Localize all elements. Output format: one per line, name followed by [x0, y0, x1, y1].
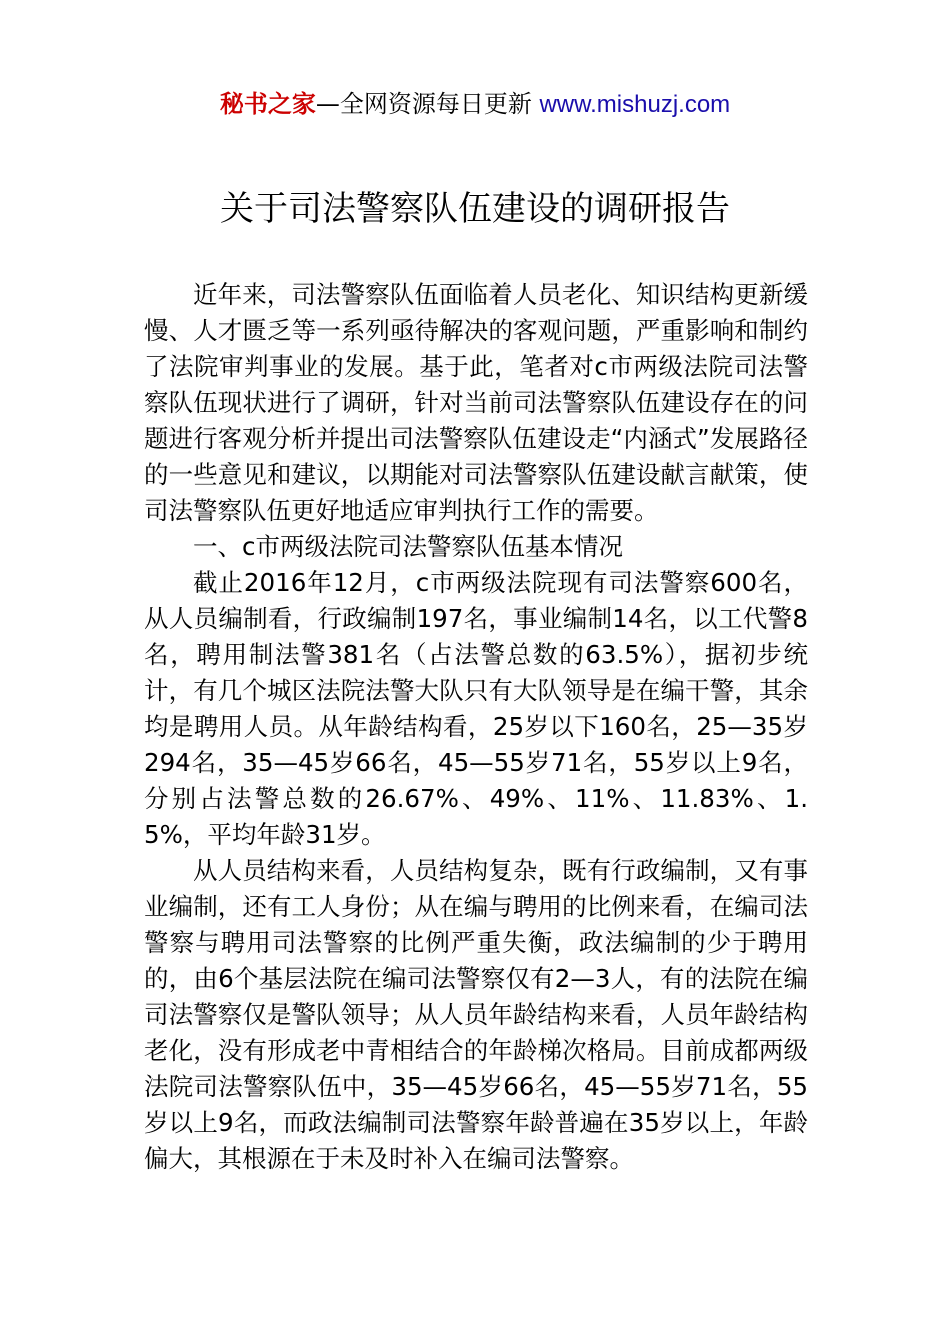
site-header	[0, 86, 950, 123]
paragraph-structure: 从人员结构来看，人员结构复杂，既有行政编制，又有事业编制，还有工人身份；从在编与聘用的比例来看，在编司法警察与聘用司法警察的比例严重失衡，政法编制的少于聘用的，由6个基层法院在编司法警察仅有2—3人，有的法院在编司法警察仅是警队领导；从人员年龄结构来看，人员年龄结构老化，没有形成老中青相结合的年龄梯次格局。目前成都两级法院司法警察队伍中，35—45岁66名，45—55岁71名，55岁以上9名，而政法编制司法警察年龄普遍在35岁以上，年龄偏大，其根源在于未及时补入在编司法警察。	[144, 856, 808, 1173]
document-body	[144, 277, 808, 1177]
section-heading-1: 一、c市两级法院司法警察队伍基本情况	[193, 532, 623, 561]
brand-name: 秘书之家	[219, 90, 316, 118]
document-title: 关于司法警察队伍建设的调研报告	[220, 189, 730, 229]
site-url-link[interactable]: www.mishuzj.com	[539, 91, 731, 118]
header-tagline: —全网资源每日更新	[315, 90, 532, 118]
paragraph-intro: 近年来，司法警察队伍面临着人员老化、知识结构更新缓慢、人才匮乏等一系列亟待解决的客观问题，严重影响和制约了法院审判事业的发展。基于此，笔者对c市两级法院司法警察队伍现状进行了调研，针对当前司法警察队伍建设存在的问题进行客观分析并提出司法警察队伍建设走“内涵式”发展路径的一些意见和建议，以期能对司法警察队伍建设献言献策，使司法警察队伍更好地适应审判执行工作的需要。	[144, 280, 808, 525]
paragraph-statistics: 截止2016年12月，c市两级法院现有司法警察600名，从人员编制看，行政编制197名，事业编制14名，以工代警8名，聘用制法警381名（占法警总数的63.5%），据初步统计，有几个城区法院法警大队只有大队领导是在编干警，其余均是聘用人员。从年龄结构看，25岁以下160名，25—35岁294名，35—45岁66名，45—55岁71名，55岁以上9名，分别占法警总数的26.67%、49%、11%、11.83%、1.5%，平均年龄31岁。	[144, 568, 808, 849]
